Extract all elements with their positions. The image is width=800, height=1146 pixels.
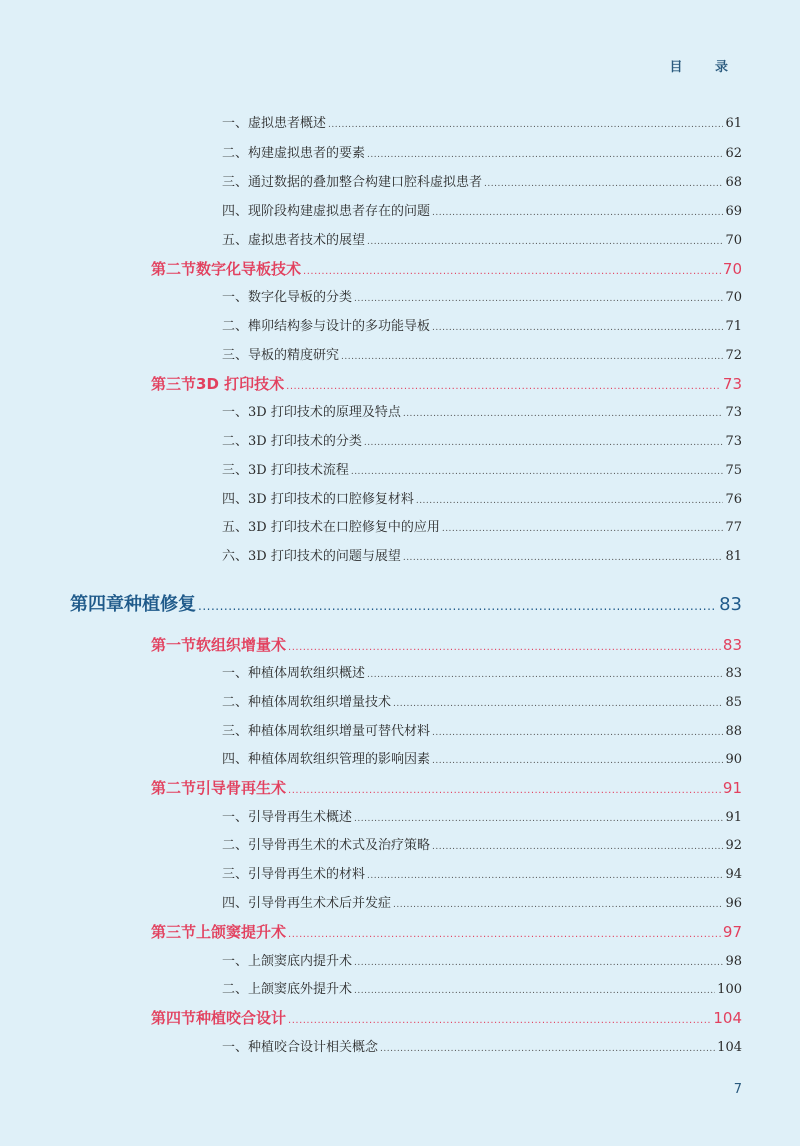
dot-leader <box>288 642 721 653</box>
dot-leader <box>367 871 723 881</box>
page-ref: 73 <box>725 434 742 449</box>
page-ref: 77 <box>725 520 742 535</box>
item-title: 二、榫卯结构参与设计的多功能导板 <box>222 319 431 334</box>
item-title: 二、种植体周软组织增量技术 <box>222 695 392 710</box>
item-title: 三、3D 打印技术流程 <box>222 463 349 478</box>
toc-item-entry[interactable] <box>222 401 742 420</box>
item-title: 一、3D 打印技术的原理及特点 <box>222 405 401 420</box>
dot-leader <box>432 842 723 852</box>
toc-item-entry[interactable] <box>222 516 742 535</box>
dot-leader <box>354 814 723 824</box>
page-ref: 96 <box>725 896 742 911</box>
toc-item-entry[interactable] <box>222 978 742 997</box>
toc-item-entry[interactable] <box>222 229 742 248</box>
toc-item-entry[interactable] <box>222 112 742 131</box>
toc-header: 目 录 <box>669 60 742 75</box>
page-ref: 85 <box>725 695 742 710</box>
item-title: 一、种植体周软组织概述 <box>222 666 366 681</box>
toc-section-entry[interactable] <box>151 1007 742 1028</box>
dot-leader <box>432 728 723 738</box>
toc-item-entry[interactable] <box>222 488 742 507</box>
toc-section-entry[interactable] <box>151 373 742 394</box>
page-ref: 94 <box>725 867 742 882</box>
toc-item-entry[interactable] <box>222 1036 742 1055</box>
item-title: 四、引导骨再生术术后并发症 <box>222 896 392 911</box>
page-ref: 92 <box>725 838 742 853</box>
toc-item-entry[interactable] <box>222 662 742 681</box>
toc-item-entry[interactable] <box>222 545 742 564</box>
dot-leader <box>288 785 721 796</box>
dot-leader <box>432 323 723 333</box>
dot-leader <box>351 467 724 477</box>
dot-leader <box>367 237 723 247</box>
item-title: 四、种植体周软组织管理的影响因素 <box>222 752 431 767</box>
item-title: 四、现阶段构建虚拟患者存在的问题 <box>222 204 431 219</box>
item-title: 一、虚拟患者概述 <box>222 116 327 131</box>
dot-leader <box>341 352 723 362</box>
toc-section-entry[interactable] <box>151 634 742 655</box>
toc-item-entry[interactable] <box>222 344 742 363</box>
toc-item-entry[interactable] <box>222 171 742 190</box>
section-title: 3D 打印技术 <box>196 375 285 393</box>
section-number: 第三节 <box>151 923 197 941</box>
item-title: 一、上颌窦底内提升术 <box>222 954 353 969</box>
item-title: 五、3D 打印技术在口腔修复中的应用 <box>222 520 440 535</box>
dot-leader <box>328 120 723 130</box>
dot-leader <box>380 1044 715 1054</box>
section-title: 数字化导板技术 <box>196 260 302 278</box>
toc-item-entry[interactable] <box>222 430 742 449</box>
page-ref: 83 <box>719 594 742 615</box>
page-ref: 71 <box>725 319 742 334</box>
item-title: 三、通过数据的叠加整合构建口腔科虚拟患者 <box>222 175 483 190</box>
section-number: 第四节 <box>151 1009 197 1027</box>
dot-leader <box>393 900 723 910</box>
dot-leader <box>288 1015 711 1026</box>
section-title: 软组织增量术 <box>196 636 287 654</box>
page-ref: 104 <box>713 1009 742 1027</box>
item-title: 一、引导骨再生术概述 <box>222 810 353 825</box>
dot-leader <box>288 929 721 940</box>
section-title: 种植咬合设计 <box>196 1009 287 1027</box>
page-ref: 73 <box>722 375 742 393</box>
chapter-number: 第四章 <box>70 594 124 615</box>
dot-leader <box>367 670 723 680</box>
item-title: 一、数字化导板的分类 <box>222 290 353 305</box>
item-title: 六、3D 打印技术的问题与展望 <box>222 549 401 564</box>
section-title: 引导骨再生术 <box>196 779 287 797</box>
toc-section-entry[interactable] <box>151 258 742 279</box>
dot-leader <box>442 524 724 534</box>
toc-item-entry[interactable] <box>222 863 742 882</box>
section-number: 第一节 <box>151 636 197 654</box>
page-ref: 90 <box>725 752 742 767</box>
toc-item-entry[interactable] <box>222 142 742 161</box>
dot-leader <box>367 150 723 160</box>
page-ref: 98 <box>725 954 742 969</box>
page-ref: 70 <box>722 260 742 278</box>
dot-leader <box>403 553 724 563</box>
toc-item-entry[interactable] <box>222 691 742 710</box>
page-ref: 68 <box>725 175 742 190</box>
page-ref: 75 <box>725 463 742 478</box>
item-title: 二、构建虚拟患者的要素 <box>222 146 366 161</box>
page-ref: 70 <box>725 233 742 248</box>
page-ref: 88 <box>725 724 742 739</box>
dot-leader <box>303 266 721 277</box>
chapter-title: 种植修复 <box>124 594 196 615</box>
item-title: 三、种植体周软组织增量可替代材料 <box>222 724 431 739</box>
page-ref: 73 <box>725 405 742 420</box>
page-ref: 81 <box>725 549 742 564</box>
page-number: 7 <box>733 1082 742 1097</box>
dot-leader <box>286 381 721 392</box>
page-ref: 91 <box>722 779 742 797</box>
item-title: 二、引导骨再生术的术式及治疗策略 <box>222 838 431 853</box>
toc-section-entry[interactable] <box>151 777 742 798</box>
dot-leader <box>354 986 715 996</box>
item-title: 五、虚拟患者技术的展望 <box>222 233 366 248</box>
item-title: 三、引导骨再生术的材料 <box>222 867 366 882</box>
toc-item-entry[interactable] <box>222 806 742 825</box>
dot-leader <box>364 438 724 448</box>
toc-section-entry[interactable] <box>151 921 742 942</box>
toc-chapter-entry[interactable] <box>70 590 742 616</box>
page-ref: 83 <box>722 636 742 654</box>
dot-leader <box>198 599 717 613</box>
section-number: 第二节 <box>151 260 197 278</box>
dot-leader <box>416 496 724 506</box>
item-title: 一、种植咬合设计相关概念 <box>222 1040 379 1055</box>
section-number: 第三节 <box>151 375 197 393</box>
dot-leader <box>393 699 723 709</box>
dot-leader <box>403 409 724 419</box>
toc-item-entry[interactable] <box>222 459 742 478</box>
page-ref: 69 <box>725 204 742 219</box>
page-ref: 61 <box>725 116 742 131</box>
page-ref: 83 <box>725 666 742 681</box>
section-title: 上颌窦提升术 <box>196 923 287 941</box>
page-ref: 97 <box>722 923 742 941</box>
page-ref: 76 <box>725 492 742 507</box>
toc-item-entry[interactable] <box>222 286 742 305</box>
item-title: 三、导板的精度研究 <box>222 348 340 363</box>
page-ref: 91 <box>725 810 742 825</box>
toc-item-entry[interactable] <box>222 950 742 969</box>
dot-leader <box>432 756 723 766</box>
dot-leader <box>354 958 723 968</box>
toc-item-entry[interactable] <box>222 892 742 911</box>
dot-leader <box>354 294 723 304</box>
dot-leader <box>484 179 723 189</box>
toc-item-entry[interactable] <box>222 720 742 739</box>
toc-item-entry[interactable] <box>222 834 742 853</box>
item-title: 二、上颌窦底外提升术 <box>222 982 353 997</box>
page-ref: 100 <box>717 982 742 997</box>
toc-item-entry[interactable] <box>222 200 742 219</box>
page-ref: 104 <box>717 1040 742 1055</box>
dot-leader <box>432 208 723 218</box>
item-title: 四、3D 打印技术的口腔修复材料 <box>222 492 414 507</box>
toc-item-entry[interactable] <box>222 748 742 767</box>
page-ref: 72 <box>725 348 742 363</box>
section-number: 第二节 <box>151 779 197 797</box>
toc-item-entry[interactable] <box>222 315 742 334</box>
page-ref: 62 <box>725 146 742 161</box>
item-title: 二、3D 打印技术的分类 <box>222 434 362 449</box>
page-ref: 70 <box>725 290 742 305</box>
